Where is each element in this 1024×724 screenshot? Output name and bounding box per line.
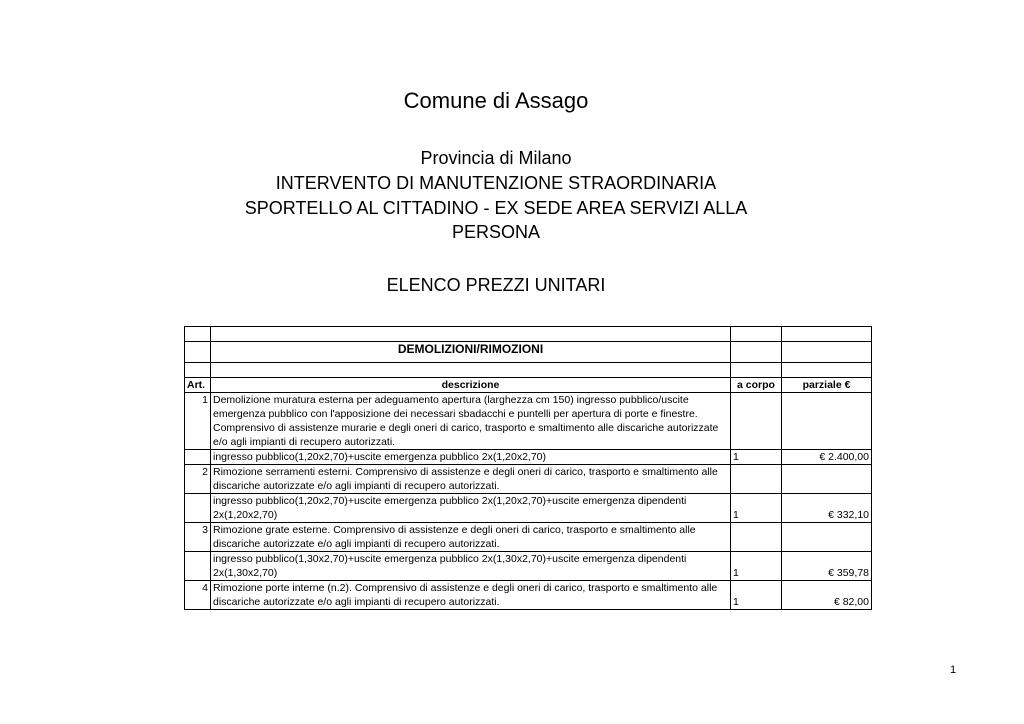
item-detail: ingresso pubblico(1,20x2,70)+uscite emergenza pubblico 2x(1,20x2,70) [211, 450, 731, 465]
table-row [185, 363, 872, 378]
item-detail: ingresso pubblico(1,30x2,70)+uscite emergenza pubblico 2x(1,30x2,70)+uscite emergenza dipendenti 2x(1,30x2,70) [211, 552, 731, 581]
table-row [185, 450, 872, 465]
col-art-header: Art. [185, 378, 211, 393]
col-parziale-header: parziale € [782, 378, 872, 393]
page-title: Comune di Assago [403, 88, 589, 113]
price-table [184, 326, 872, 610]
table-row [185, 494, 872, 523]
item-detail: ingresso pubblico(1,20x2,70)+uscite emergenza pubblico 2x(1,20x2,70)+uscite emergenza dipendenti 2x(1,20x2,70) [211, 494, 731, 523]
col-corpo-header: a corpo [731, 378, 782, 393]
province-heading: Provincia di Milano [420, 148, 572, 168]
section-row [185, 342, 872, 363]
project-heading [0, 196, 992, 244]
item-art: 3 [185, 523, 211, 552]
table-row [185, 327, 872, 342]
item-art: 4 [185, 581, 211, 610]
item-parziale: € 332,10 [782, 494, 872, 523]
item-description: Rimozione porte interne (n.2). Comprensivo di assistenze e degli oneri di carico, trasporto e smaltimento alle discariche autorizzate e/o agli impianti di recupero autorizzati. [211, 581, 731, 610]
item-corpo: 1 [731, 581, 782, 610]
table-row [185, 465, 872, 494]
column-header-row [185, 378, 872, 393]
item-corpo: 1 [731, 552, 782, 581]
intervention-heading: INTERVENTO DI MANUTENZIONE STRAORDINARIA [275, 173, 717, 193]
item-description: Rimozione serramenti esterni. Comprensivo di assistenze e degli oneri di carico, trasporto e smaltimento alle discariche autorizzate e/o agli impianti di recupero autorizzati. [211, 465, 731, 494]
table-row [185, 581, 872, 610]
item-description: Rimozione grate esterne. Comprensivo di assistenze e degli oneri di carico, trasporto e smaltimento alle discariche autorizzate e/o agli impianti di recupero autorizzati. [211, 523, 731, 552]
item-art: 2 [185, 465, 211, 494]
item-description: Demolizione muratura esterna per adeguamento apertura (larghezza cm 150) ingresso pubblico/uscite emergenza pubblico con l'apposizione dei necessari sbadacchi e puntelli per apertura di porte e finestre. Comprensivo di assistenze murarie e degli oneri di carico, trasporto e smaltimento alle discariche autorizzate e/o agli impianti di recupero autorizzati. [211, 393, 731, 450]
item-parziale: € 82,00 [782, 581, 872, 610]
project-heading-line1: SPORTELLO AL CITTADINO - EX SEDE AREA SERVIZI ALLA [244, 198, 748, 218]
price-list-title: ELENCO PREZZI UNITARI [386, 275, 606, 295]
item-corpo: 1 [731, 494, 782, 523]
project-heading-line2: PERSONA [451, 222, 541, 242]
section-label: DEMOLIZIONI/RIMOZIONI [211, 342, 731, 363]
col-desc-header: descrizione [211, 378, 731, 393]
page-number: 1 [950, 664, 957, 676]
table-row [185, 393, 872, 450]
table-row [185, 552, 872, 581]
item-parziale: € 359,78 [782, 552, 872, 581]
item-art: 1 [185, 393, 211, 450]
table-row [185, 523, 872, 552]
item-corpo: 1 [731, 450, 782, 465]
item-parziale: € 2.400,00 [782, 450, 872, 465]
